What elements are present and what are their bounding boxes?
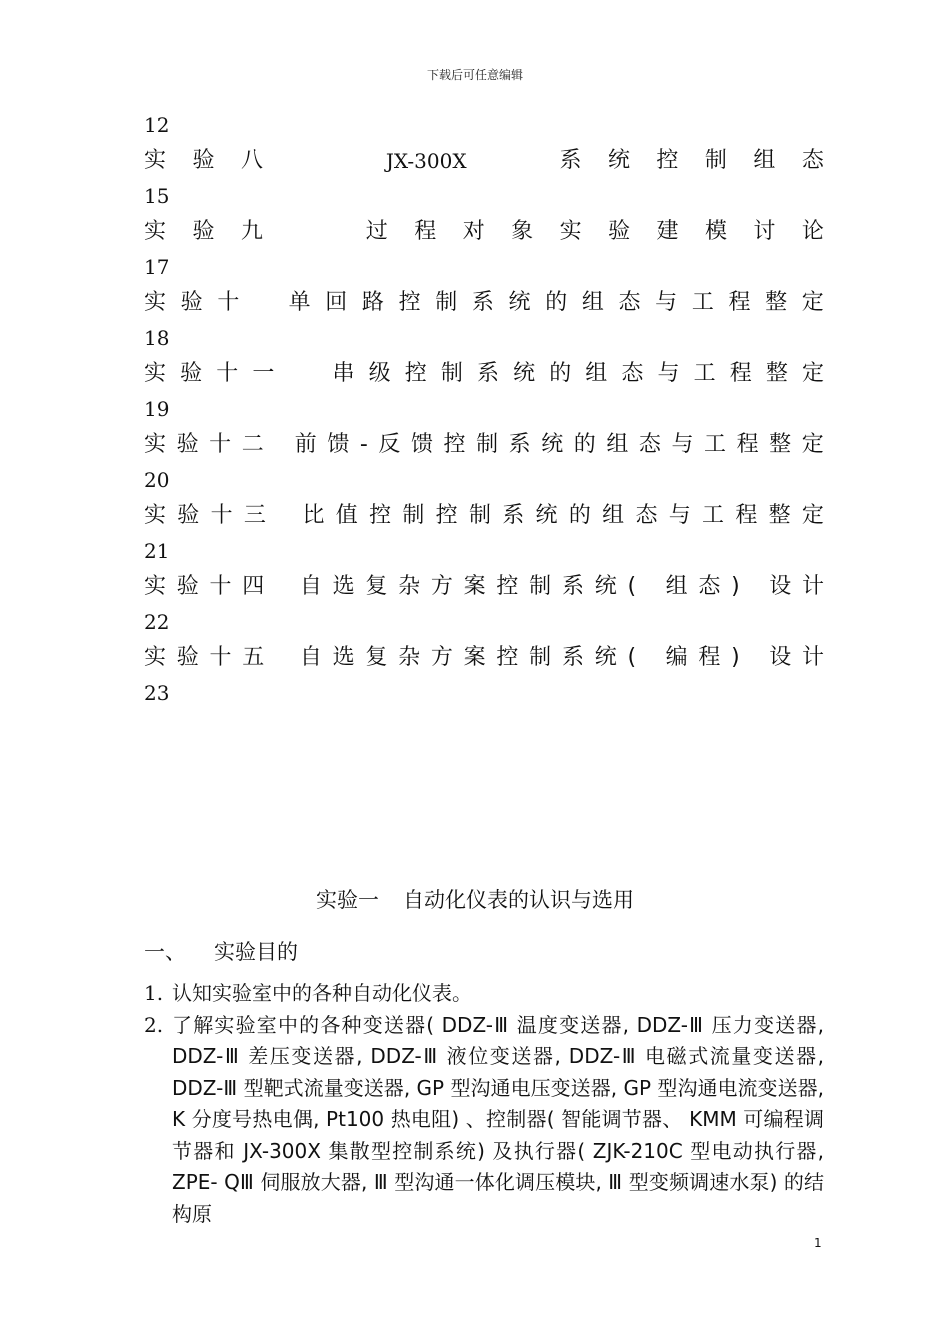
toc-char: 组 xyxy=(602,503,625,528)
toc-char: 与 xyxy=(655,290,678,315)
toc-char: 选 xyxy=(332,574,355,599)
toc-page-number: 22 xyxy=(144,610,170,634)
toc-char: 制 xyxy=(440,361,463,386)
toc-char: 反 xyxy=(378,432,401,457)
toc-char: 自 xyxy=(299,574,322,599)
toc-char: 实 xyxy=(144,290,167,315)
toc-char: 验 xyxy=(608,219,631,244)
toc-char: 控 xyxy=(656,148,679,173)
toc-page-number: 23 xyxy=(144,681,170,705)
toc-char: 验 xyxy=(180,361,203,386)
list-item-number: 1. xyxy=(144,981,164,1005)
toc-char: 五 xyxy=(242,645,265,670)
toc-char: 建 xyxy=(656,219,679,244)
toc-char: 比 xyxy=(302,503,325,528)
toc-char: 实 xyxy=(144,148,167,173)
page-header: 下载后可任意编辑 xyxy=(426,68,523,82)
toc-char: 实 xyxy=(144,503,167,528)
toc-entry[interactable] xyxy=(144,352,824,423)
table-of-contents xyxy=(144,112,824,707)
toc-char: 实 xyxy=(144,574,167,599)
toc-page-number: 19 xyxy=(144,397,170,421)
toc-entry[interactable] xyxy=(144,139,824,210)
toc-entry-title xyxy=(144,281,824,325)
list-item-number: 2. xyxy=(144,1012,164,1037)
toc-char: 程 xyxy=(736,432,759,457)
toc-char: 组 xyxy=(581,290,604,315)
toc-char: 整 xyxy=(765,361,788,386)
page-number: 1 xyxy=(814,1236,822,1250)
toc-char: ) xyxy=(731,574,740,599)
toc-char: 验 xyxy=(176,645,199,670)
toc-char: 杂 xyxy=(398,645,421,670)
toc-char: 的 xyxy=(573,432,596,457)
toc-char: 程 xyxy=(728,290,751,315)
toc-char: 实 xyxy=(144,219,167,244)
toc-char: 与 xyxy=(668,503,691,528)
toc-char: 程 xyxy=(735,503,758,528)
toc-char: 象 xyxy=(511,219,534,244)
toc-char: 定 xyxy=(801,290,824,315)
toc-char: 值 xyxy=(335,503,358,528)
toc-char: 路 xyxy=(361,290,384,315)
section-title xyxy=(0,884,950,914)
toc-entry[interactable] xyxy=(144,494,824,565)
toc-char: 制 xyxy=(435,290,458,315)
toc-char: 控 xyxy=(398,290,421,315)
toc-char: 的 xyxy=(545,290,568,315)
toc-char: 验 xyxy=(180,290,203,315)
toc-char: 模 xyxy=(704,219,727,244)
toc-char: 计 xyxy=(801,645,824,670)
toc-char: 案 xyxy=(463,574,486,599)
toc-char: 控 xyxy=(443,432,466,457)
toc-char: 制 xyxy=(529,574,552,599)
toc-char: 的 xyxy=(568,503,591,528)
toc-char: 复 xyxy=(365,574,388,599)
toc-char: 与 xyxy=(657,361,680,386)
toc-char: 讨 xyxy=(753,219,776,244)
toc-char: 程 xyxy=(414,219,437,244)
toc-char: 组 xyxy=(585,361,608,386)
section-title-number: 实验一 xyxy=(316,888,379,912)
toc-char: 编 xyxy=(665,645,688,670)
toc-char: 案 xyxy=(463,645,486,670)
toc-entry-title xyxy=(144,352,824,396)
toc-char: 统 xyxy=(594,574,617,599)
toc-char: 统 xyxy=(513,361,536,386)
toc-page-number: 15 xyxy=(144,184,170,208)
toc-char: 组 xyxy=(753,148,776,173)
toc-char: 组 xyxy=(606,432,629,457)
list-item xyxy=(144,1010,824,1231)
toc-char: 整 xyxy=(769,432,792,457)
toc-char: 级 xyxy=(368,361,391,386)
toc-char: 八 xyxy=(240,148,263,173)
toc-char: 计 xyxy=(801,574,824,599)
toc-page-number: 21 xyxy=(144,539,170,563)
toc-char: 整 xyxy=(768,503,791,528)
toc-char: 设 xyxy=(769,645,792,670)
toc-char: ( xyxy=(627,574,637,599)
toc-char: 十 xyxy=(209,574,232,599)
toc-char: 方 xyxy=(430,645,453,670)
toc-char: 定 xyxy=(801,361,824,386)
toc-char: 过 xyxy=(365,219,388,244)
toc-entry-title xyxy=(144,423,824,467)
toc-char: 系 xyxy=(561,574,584,599)
toc-char: 工 xyxy=(704,432,727,457)
toc-char: 制 xyxy=(476,432,499,457)
toc-page-number: 20 xyxy=(144,468,170,492)
list-item xyxy=(144,978,824,1010)
toc-char: 对 xyxy=(462,219,485,244)
toc-char: 方 xyxy=(430,574,453,599)
toc-char: 组 xyxy=(665,574,688,599)
toc-char: 十 xyxy=(209,645,232,670)
toc-char: 定 xyxy=(801,503,824,528)
toc-char: 系 xyxy=(471,290,494,315)
toc-char: 工 xyxy=(693,361,716,386)
toc-char: 验 xyxy=(192,148,215,173)
toc-char: 实 xyxy=(559,219,582,244)
toc-entry[interactable] xyxy=(144,281,824,352)
list-item-text: 了解实验室中的各种变送器( DDZ-Ⅲ 温度变送器, DDZ-Ⅲ 压力变送器, DDZ-Ⅲ 差压变送器, DDZ-Ⅲ 液位变送器, DDZ-Ⅲ 电磁式流量变送器, DDZ-Ⅲ 型靶式流量变送器, GP 型沟通电压变送器, GP 型沟通电流变送器, K 分度号热电偶, Pt100 热电阻) 、控制器( 智能调节器、 KMM 可编程调节器和 JX-300X 集散型控制系统) 及执行器( ZJK-210C 型电动执行器, ZPE- QⅢ 伺服放大器, Ⅲ 型沟通一体化调压模块, Ⅲ 型变频调速水泵) 的结构原 xyxy=(172,1012,824,1226)
toc-char: 复 xyxy=(365,645,388,670)
toc-char: 前 xyxy=(294,432,317,457)
toc-entry-title xyxy=(144,494,824,538)
toc-char: 验 xyxy=(176,574,199,599)
toc-char: 系 xyxy=(508,432,531,457)
toc-char: 单 xyxy=(288,290,311,315)
toc-char: 杂 xyxy=(398,574,421,599)
toc-char: 态 xyxy=(801,148,824,173)
toc-char: 统 xyxy=(541,432,564,457)
toc-char: 自 xyxy=(299,645,322,670)
toc-char: 统 xyxy=(535,503,558,528)
toc-entry-title xyxy=(144,210,824,254)
section-title-text: 自动化仪表的认识与选用 xyxy=(403,888,634,912)
toc-char: 实 xyxy=(144,645,167,670)
toc-char: 九 xyxy=(240,219,263,244)
toc-char: 十 xyxy=(216,361,239,386)
toc-entry[interactable] xyxy=(144,565,824,636)
toc-char: - xyxy=(359,432,368,457)
toc-char: 控 xyxy=(369,503,392,528)
toc-page-number: 18 xyxy=(144,326,170,350)
toc-entry[interactable] xyxy=(144,210,824,281)
toc-char: 实 xyxy=(144,432,167,457)
toc-char: 实 xyxy=(144,361,167,386)
toc-char: 态 xyxy=(635,503,658,528)
toc-entry[interactable] xyxy=(144,636,824,707)
toc-char: 程 xyxy=(698,645,721,670)
toc-char: 回 xyxy=(325,290,348,315)
toc-char: 系 xyxy=(502,503,525,528)
toc-char: 定 xyxy=(801,432,824,457)
toc-char: ( xyxy=(627,645,637,670)
toc-char: 与 xyxy=(671,432,694,457)
toc-char: 馈 xyxy=(327,432,350,457)
toc-char: 态 xyxy=(638,432,661,457)
toc-char: 十 xyxy=(210,503,233,528)
toc-entry[interactable] xyxy=(144,423,824,494)
toc-char: 十 xyxy=(209,432,232,457)
toc-char: 工 xyxy=(702,503,725,528)
toc-char: 系 xyxy=(476,361,499,386)
toc-char: 制 xyxy=(402,503,425,528)
toc-char: 验 xyxy=(192,219,215,244)
toc-char: 控 xyxy=(404,361,427,386)
sub-heading-number: 一、 xyxy=(144,940,186,964)
objective-list xyxy=(144,978,824,1230)
toc-char: 统 xyxy=(594,645,617,670)
toc-entry-title xyxy=(144,565,824,609)
toc-char: 工 xyxy=(691,290,714,315)
toc-char: 制 xyxy=(704,148,727,173)
toc-char: 制 xyxy=(529,645,552,670)
toc-char: 控 xyxy=(435,503,458,528)
toc-char: 态 xyxy=(698,574,721,599)
toc-char: 程 xyxy=(729,361,752,386)
toc-char: 统 xyxy=(607,148,630,173)
toc-char: 四 xyxy=(242,574,265,599)
toc-char: 设 xyxy=(769,574,792,599)
toc-page-number: 12 xyxy=(144,113,170,137)
sub-heading-text: 实验目的 xyxy=(214,940,298,964)
toc-char: 控 xyxy=(496,645,519,670)
toc-char: 态 xyxy=(621,361,644,386)
toc-char: 选 xyxy=(332,645,355,670)
toc-char: 串 xyxy=(332,361,355,386)
toc-char: 论 xyxy=(801,219,824,244)
toc-char: 整 xyxy=(765,290,788,315)
toc-char: 系 xyxy=(561,645,584,670)
toc-char: 三 xyxy=(243,503,266,528)
toc-entry-title xyxy=(144,139,824,183)
toc-char: 统 xyxy=(508,290,531,315)
list-item-text: 认知实验室中的各种自动化仪表。 xyxy=(172,981,472,1005)
toc-entry-title xyxy=(144,636,824,680)
toc-char: 十 xyxy=(217,290,240,315)
toc-char: 的 xyxy=(549,361,572,386)
toc-char: 馈 xyxy=(410,432,433,457)
toc-char: 系 xyxy=(559,148,582,173)
toc-char: 验 xyxy=(176,432,199,457)
toc-char: 控 xyxy=(496,574,519,599)
toc-char: 态 xyxy=(618,290,641,315)
toc-page-number: 17 xyxy=(144,255,170,279)
toc-char: 验 xyxy=(177,503,200,528)
toc-char: JX-300X xyxy=(385,149,467,173)
toc-char: 一 xyxy=(252,361,275,386)
toc-char: 制 xyxy=(468,503,491,528)
sub-heading xyxy=(144,936,298,966)
toc-char: 二 xyxy=(241,432,264,457)
toc-char: ) xyxy=(731,645,740,670)
